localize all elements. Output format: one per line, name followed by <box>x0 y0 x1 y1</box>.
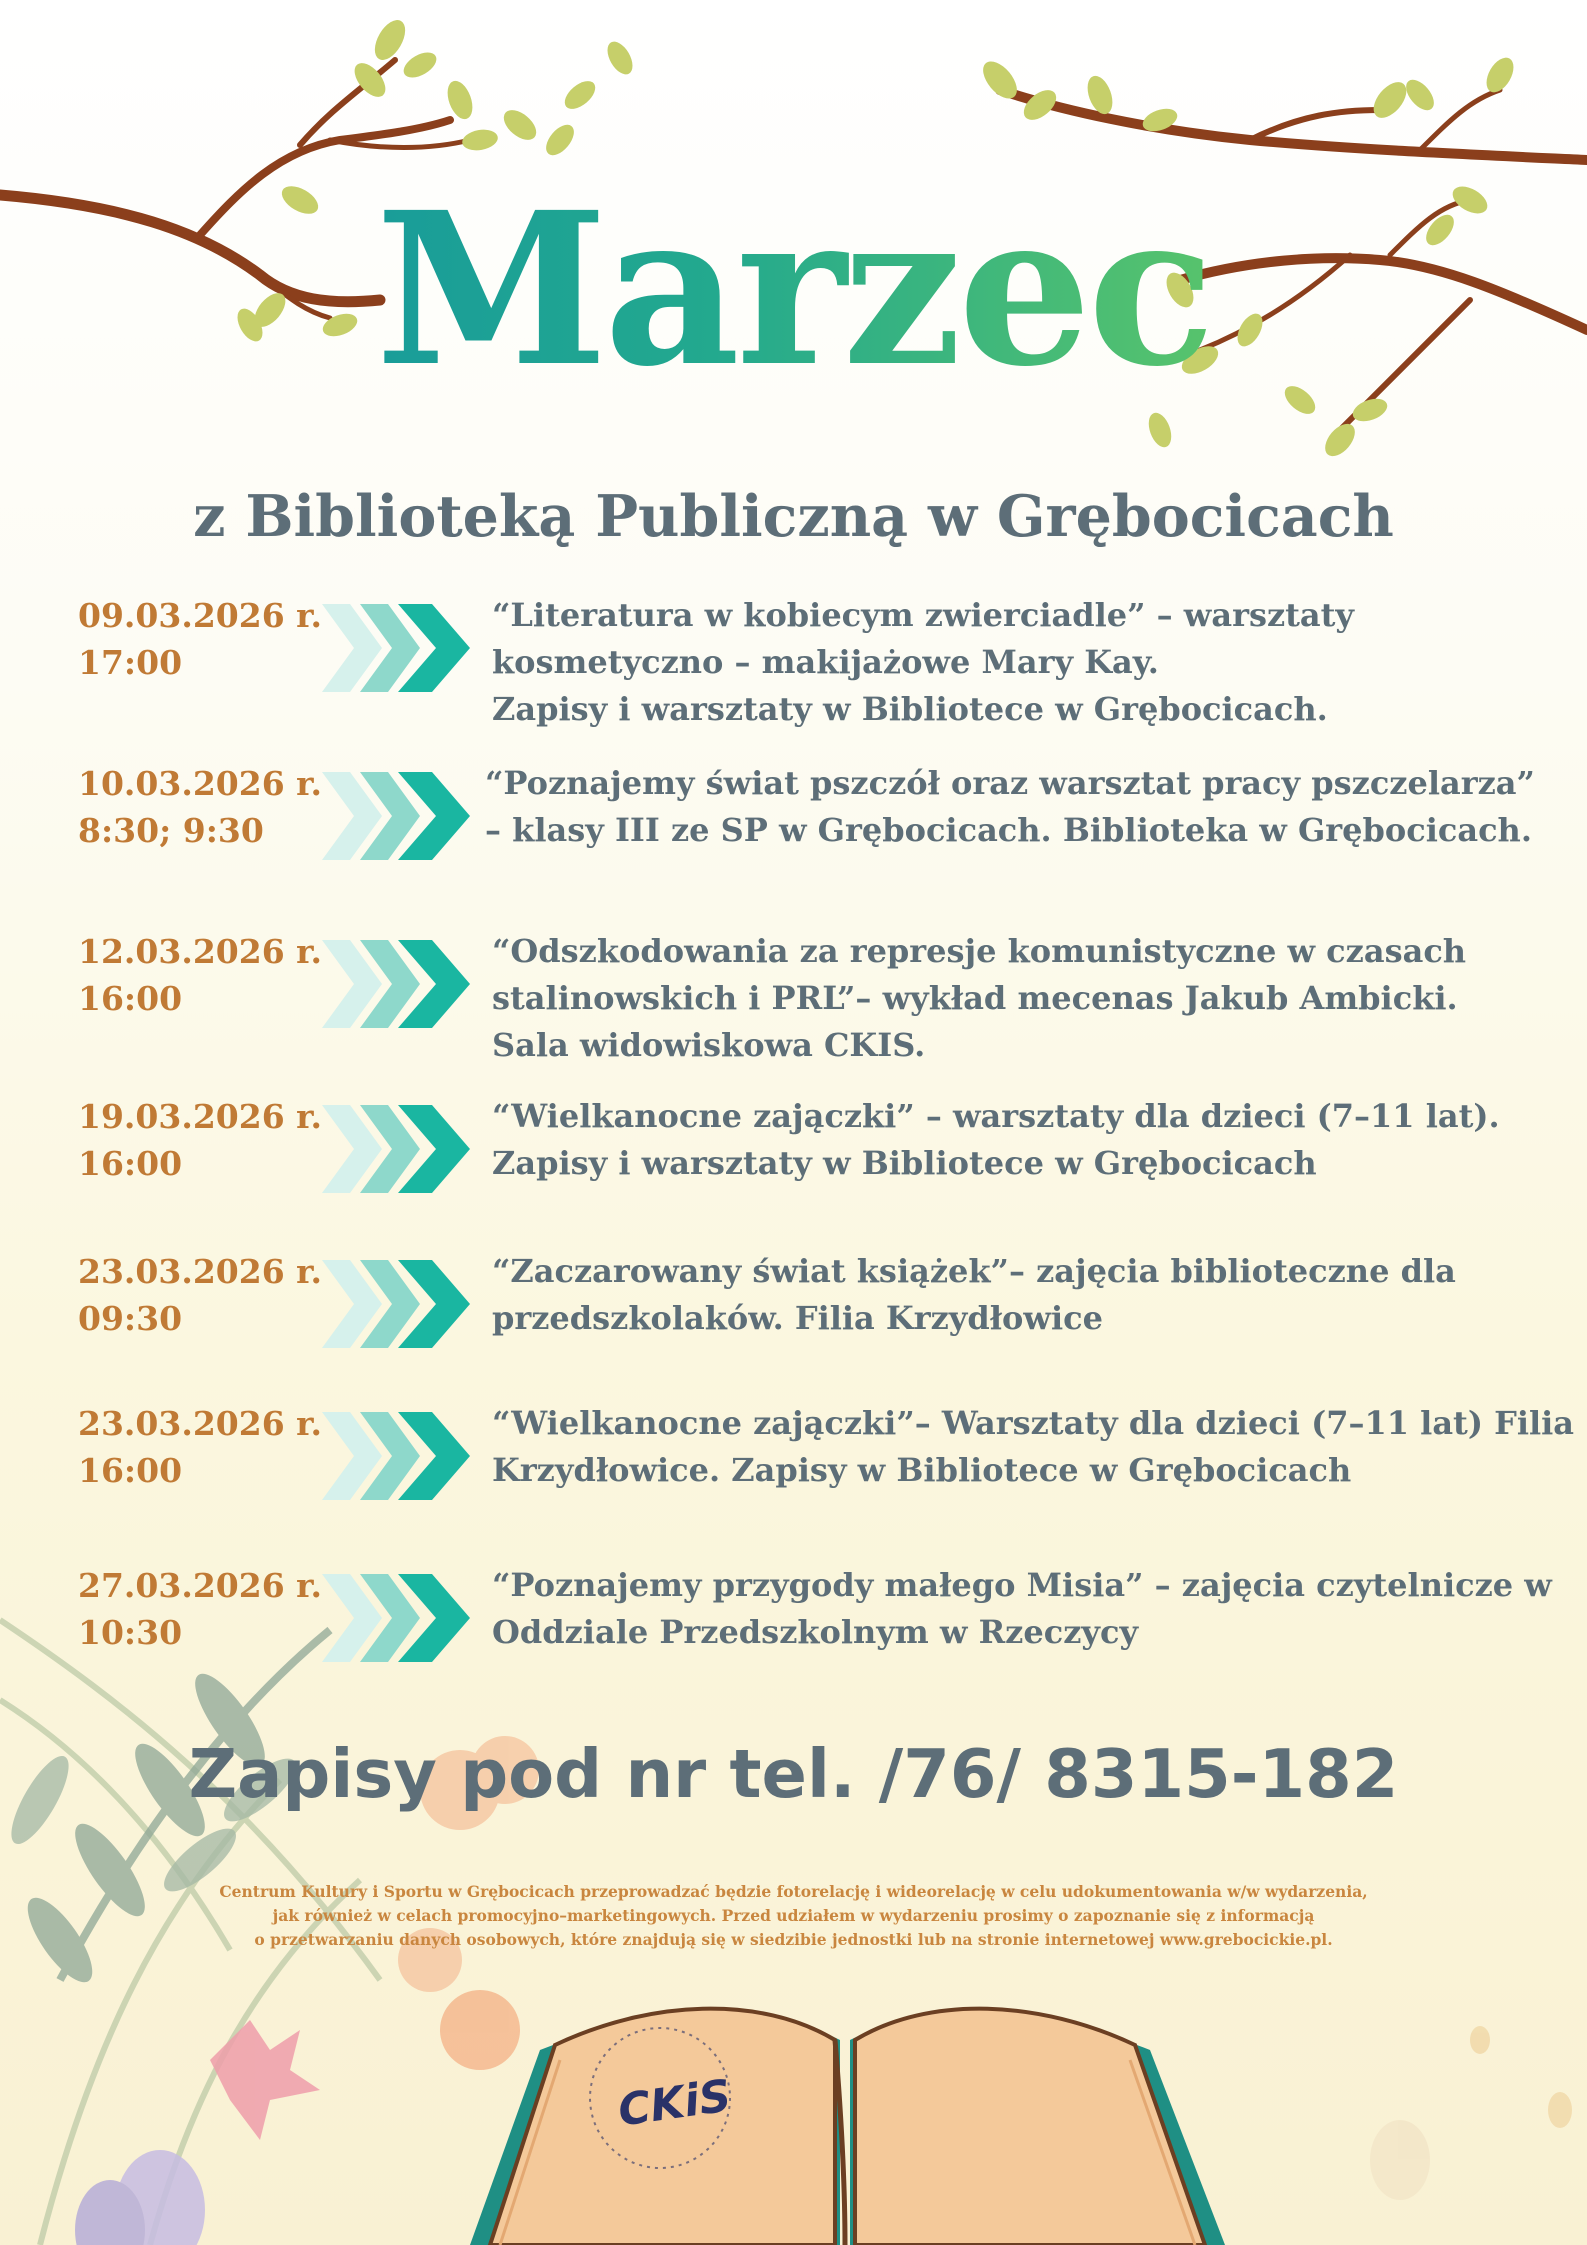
event-time: 8:30; 9:30 <box>78 811 264 850</box>
event-line: kosmetyczno – makijażowe Mary Kay. <box>492 643 1159 681</box>
page-title: Marzec <box>0 185 1587 395</box>
event-line: “Wielkanocne zajączki”– Warsztaty dla dzieci (7–11 lat) Filia <box>492 1404 1575 1442</box>
event-line: “Literatura w kobiecym zwierciadle” – warsztaty <box>492 596 1355 634</box>
registration-phone: Zapisy pod nr tel. /76/ 8315-182 <box>188 1735 1399 1813</box>
event-date-block <box>78 1562 322 1656</box>
footnote-line: Centrum Kultury i Sportu w Grębocicach przeprowadzać będzie fotorelację i wideorelację w celu udokumentowania w/w wydarzenia, <box>219 1882 1368 1901</box>
privacy-footnote <box>0 1880 1587 1952</box>
event-line: Zapisy i warsztaty w Bibliotece w Grębocicach. <box>492 690 1328 728</box>
event-date-block <box>78 760 322 854</box>
open-book <box>470 2009 1225 2245</box>
page-subtitle: z Biblioteką Publiczną w Grębocicach <box>193 483 1394 550</box>
event-date-block <box>78 592 322 686</box>
event-time: 17:00 <box>78 643 183 682</box>
event-line: “Wielkanocne zajączki” – warsztaty dla dzieci (7–11 lat). <box>492 1097 1500 1135</box>
event-time: 10:30 <box>78 1613 183 1652</box>
event-time: 09:30 <box>78 1299 183 1338</box>
event-description <box>492 1400 1575 1494</box>
event-date-block <box>78 928 322 1022</box>
event-date: 12.03.2026 r. <box>78 932 323 971</box>
event-line: stalinowskich i PRL”– wykład mecenas Jakub Ambicki. <box>492 979 1458 1017</box>
event-description <box>492 928 1572 1069</box>
event-date: 27.03.2026 r. <box>78 1566 323 1605</box>
event-date: 19.03.2026 r. <box>78 1097 323 1136</box>
event-description <box>492 1248 1572 1342</box>
event-date-block <box>78 1093 322 1187</box>
event-line: “Poznajemy świat pszczół oraz warsztat pracy pszczelarza” <box>485 764 1535 802</box>
chevron-arrows-icon <box>322 604 472 692</box>
event-date: 23.03.2026 r. <box>78 1252 323 1291</box>
chevron-arrows-icon <box>322 1105 472 1193</box>
event-line: Zapisy i warsztaty w Bibliotece w Grębocicach <box>492 1144 1317 1182</box>
ckis-logo: CKiS <box>615 2070 735 2137</box>
event-date-block <box>78 1400 322 1494</box>
event-time: 16:00 <box>78 1144 183 1183</box>
chevron-arrows-icon <box>322 772 472 860</box>
chevron-arrows-icon <box>322 1412 472 1500</box>
chevron-arrows-icon <box>322 1574 472 1662</box>
event-time: 16:00 <box>78 1451 183 1490</box>
event-line: Oddziale Przedszkolnym w Rzeczycy <box>492 1613 1139 1651</box>
event-description <box>492 1562 1572 1656</box>
chevron-arrows-icon <box>322 940 472 1028</box>
event-description <box>485 760 1565 854</box>
chevron-arrows-icon <box>322 1260 472 1348</box>
event-line: Krzydłowice. Zapisy w Bibliotece w Grębocicach <box>492 1451 1352 1489</box>
event-date: 10.03.2026 r. <box>78 764 323 803</box>
footnote-line: o przetwarzaniu danych osobowych, które znajdują się w siedzibie jednostki lub na stronie internetowej www.grebocickie.pl. <box>254 1930 1333 1949</box>
event-description <box>492 592 1572 733</box>
event-line: “Odszkodowania za represje komunistyczne w czasach <box>492 932 1467 970</box>
event-date: 09.03.2026 r. <box>78 596 323 635</box>
event-line: – klasy III ze SP w Grębocicach. Biblioteka w Grębocicach. <box>485 811 1532 849</box>
event-line: przedszkolaków. Filia Krzydłowice <box>492 1299 1103 1337</box>
event-line: “Zaczarowany świat książek”– zajęcia biblioteczne dla <box>492 1252 1456 1290</box>
event-line: Sala widowiskowa CKIS. <box>492 1026 926 1064</box>
event-description <box>492 1093 1572 1187</box>
event-date-block <box>78 1248 322 1342</box>
event-date: 23.03.2026 r. <box>78 1404 323 1443</box>
footnote-line: jak również w celach promocyjno–marketingowych. Przed udziałem w wydarzeniu prosimy o zapoznanie się z informacją <box>272 1906 1315 1925</box>
event-time: 16:00 <box>78 979 183 1018</box>
event-line: “Poznajemy przygody małego Misia” – zajęcia czytelnicze w <box>492 1566 1552 1604</box>
